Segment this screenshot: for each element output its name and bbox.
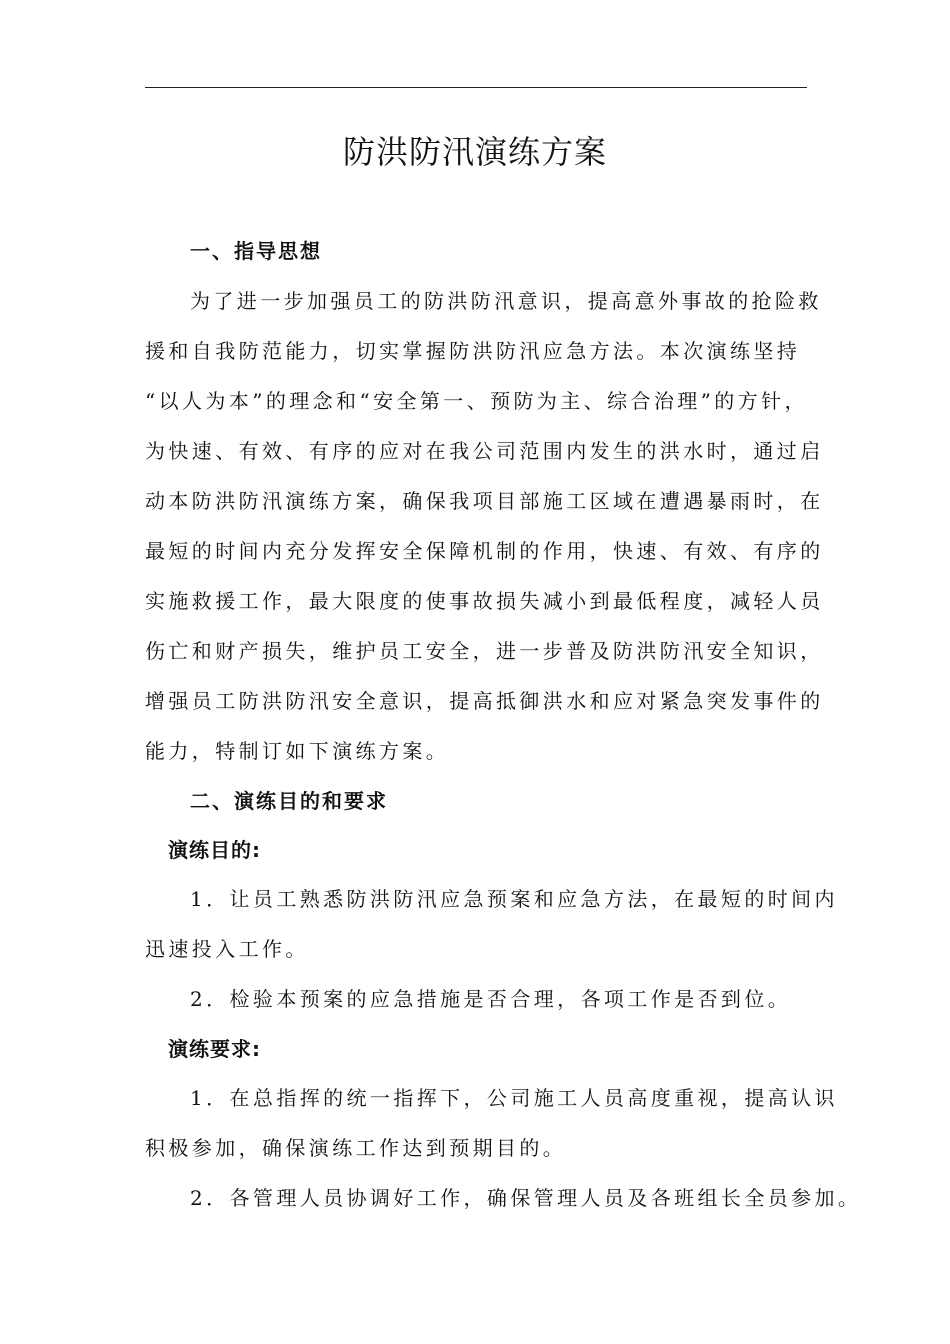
paragraph-line: 援和自我防范能力，切实掌握防洪防汛应急方法。本次演练坚持: [145, 339, 801, 363]
document-title: 防洪防汛演练方案: [342, 133, 607, 171]
paragraph-line: 伤亡和财产损失，维护员工安全，进一步普及防洪防汛安全知识，: [145, 639, 824, 663]
section1-heading: 一、指导思想: [190, 239, 322, 263]
section2-heading: 二、演练目的和要求: [190, 789, 388, 813]
requirements-item-1-cont: 积极参加，确保演练工作达到预期目的。: [145, 1136, 567, 1160]
paragraph-line: “以人为本”的理念和“安全第一、预防为主、综合治理”的方针，: [145, 389, 808, 413]
paragraph-line: 增强员工防洪防汛安全意识，提高抵御洪水和应对紧急突发事件的: [145, 689, 824, 713]
paragraph-line: 实施救援工作，最大限度的使事故损失减小到最低程度，减轻人员: [145, 589, 824, 613]
header-rule: [145, 87, 807, 88]
requirements-item-2: 2．各管理人员协调好工作，确保管理人员及各班组长全员参加。: [190, 1186, 862, 1210]
requirements-heading: 演练要求:: [168, 1037, 261, 1061]
paragraph-line: 最短的时间内充分发挥安全保障机制的作用，快速、有效、有序的: [145, 539, 824, 563]
paragraph-line: 动本防洪防汛演练方案，确保我项目部施工区域在遭遇暴雨时，在: [145, 489, 824, 513]
purpose-item-1: 1．让员工熟悉防洪防汛应急预案和应急方法，在最短的时间内: [190, 887, 838, 911]
paragraph-line: 为快速、有效、有序的应对在我公司范围内发生的洪水时，通过启: [145, 439, 824, 463]
purpose-item-1-cont: 迅速投入工作。: [145, 937, 309, 961]
paragraph-line: 能力，特制订如下演练方案。: [145, 739, 450, 763]
paragraph-line: 为了进一步加强员工的防洪防汛意识，提高意外事故的抢险救: [190, 289, 822, 313]
purpose-heading: 演练目的:: [168, 838, 261, 862]
purpose-item-2: 2．检验本预案的应急措施是否合理，各项工作是否到位。: [190, 987, 792, 1011]
requirements-item-1: 1．在总指挥的统一指挥下，公司施工人员高度重视，提高认识: [190, 1086, 838, 1110]
